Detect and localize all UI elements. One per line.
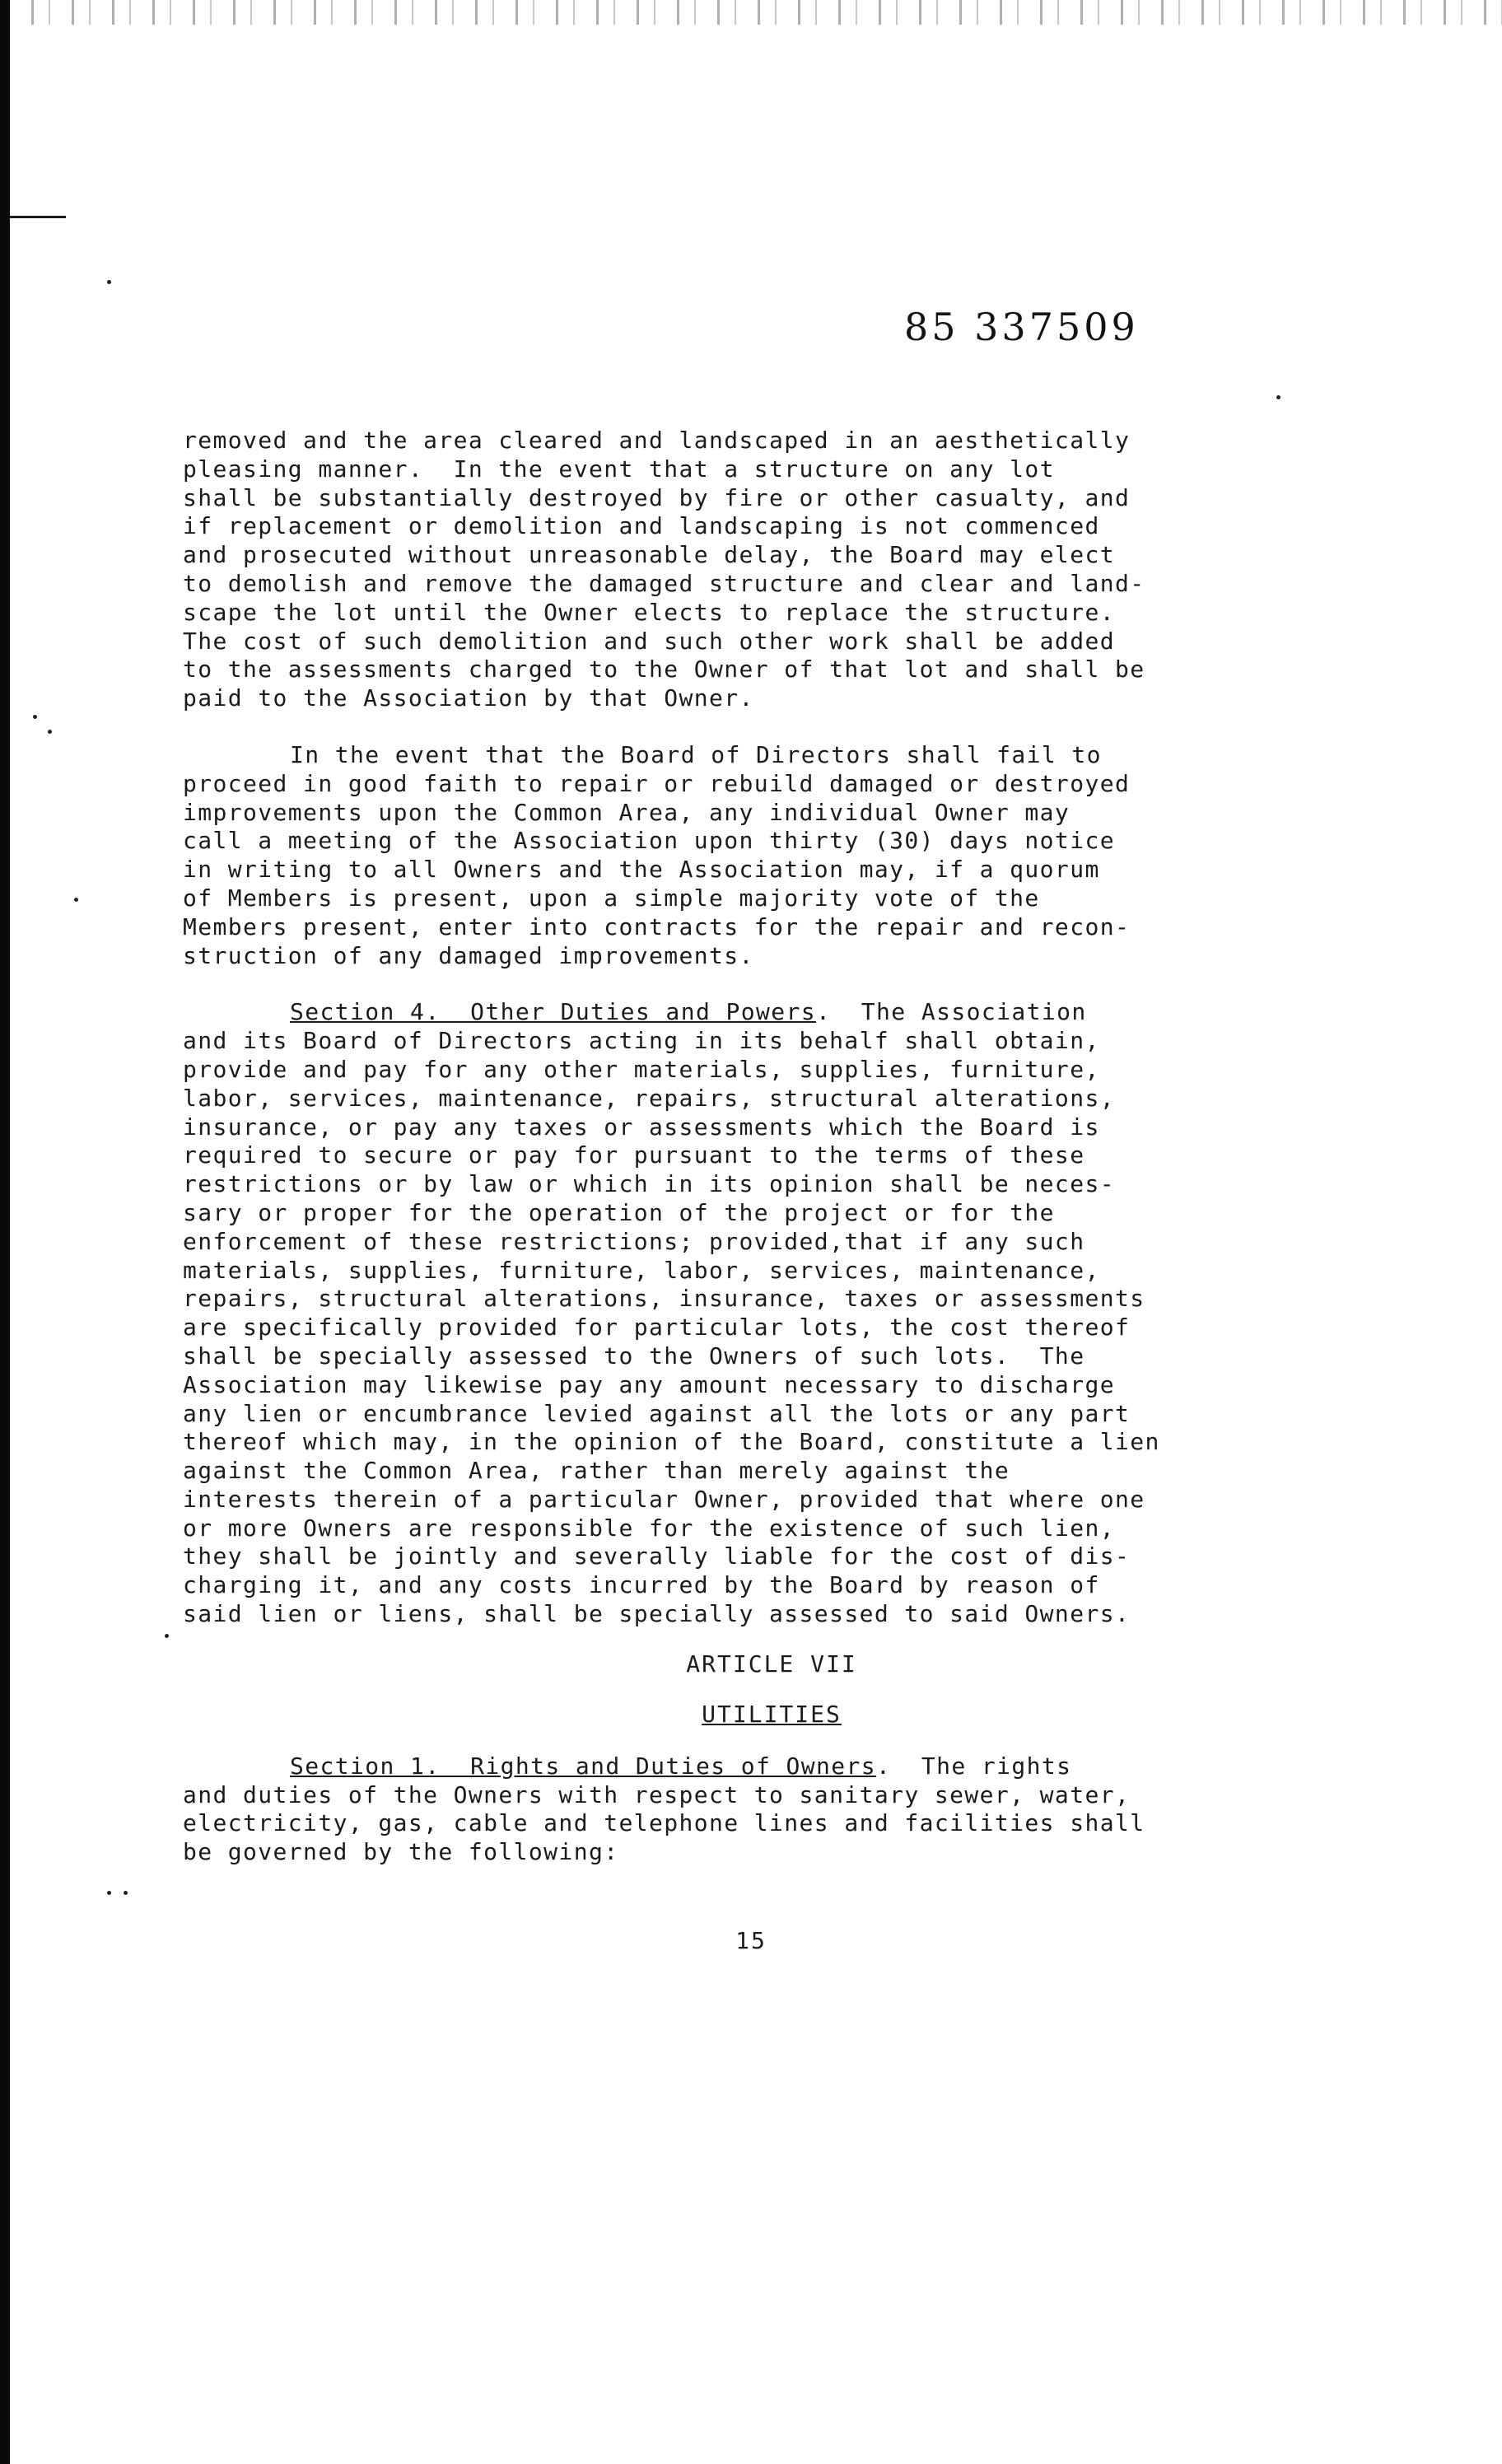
page-body <box>183 427 1360 1867</box>
text-line: of Members is present, upon a simple majority vote of the <box>183 884 1040 912</box>
text-line: any lien or encumbrance levied against all the lots or any part <box>183 1399 1131 1427</box>
paragraph-utilities-section-1 <box>183 1752 1360 1867</box>
scan-left-border <box>0 0 10 2464</box>
text-line: shall be substantially destroyed by fire or other casualty, and <box>183 483 1131 511</box>
scan-speck <box>107 1891 111 1895</box>
scan-edge-mark <box>10 216 66 218</box>
page-number: 15 <box>735 1927 767 1954</box>
text-line: and its Board of Directors acting in its behalf shall obtain, <box>183 1027 1100 1055</box>
text-line: pleasing manner. In the event that a structure on any lot <box>183 455 1055 483</box>
article-heading <box>183 1650 1360 1728</box>
text-line: . The Association <box>816 998 1087 1026</box>
paragraph-section-4 <box>183 998 1360 1629</box>
text-line: labor, services, maintenance, repairs, structural alterations, <box>183 1084 1115 1112</box>
text-line: if replacement or demolition and landscaping is not commenced <box>183 512 1100 540</box>
text-line: proceed in good faith to repair or rebuild damaged or destroyed <box>183 769 1131 797</box>
text-line: thereof which may, in the opinion of the Board, constitute a lien <box>183 1428 1160 1456</box>
text-line: or more Owners are responsible for the existence of such lien, <box>183 1514 1115 1542</box>
text-line: Association may likewise pay any amount necessary to discharge <box>183 1370 1115 1398</box>
scan-speck <box>33 715 37 719</box>
article-subject: UTILITIES <box>702 1700 842 1728</box>
text-line: and prosecuted without unreasonable delay, the Board may elect <box>183 541 1115 569</box>
text-line: said lien or liens, shall be specially assessed to said Owners. <box>183 1600 1131 1628</box>
text-line: electricity, gas, cable and telephone lines and facilities shall <box>183 1809 1145 1837</box>
text-line: insurance, or pay any taxes or assessments which the Board is <box>183 1113 1100 1141</box>
text-line: struction of any damaged improvements. <box>183 941 754 969</box>
scan-speck <box>48 730 52 734</box>
scan-speck <box>107 280 111 284</box>
text-line: to the assessments charged to the Owner of that lot and shall be <box>183 656 1145 684</box>
article-title: ARTICLE VII <box>686 1650 857 1678</box>
text-line: against the Common Area, rather than merely against the <box>183 1457 1010 1485</box>
text-line: repairs, structural alterations, insurance, taxes or assessments <box>183 1285 1145 1313</box>
text-line: interests therein of a particular Owner, provided that where one <box>183 1485 1145 1513</box>
text-line: they shall be jointly and severally liable for the cost of dis- <box>183 1542 1131 1570</box>
text-line: to demolish and remove the damaged structure and clear and land- <box>183 569 1145 597</box>
text-line: materials, supplies, furniture, labor, services, maintenance, <box>183 1256 1100 1284</box>
scan-speck <box>1276 395 1280 399</box>
text-line: Members present, enter into contracts for the repair and recon- <box>183 912 1131 940</box>
text-line: be governed by the following: <box>183 1838 619 1866</box>
text-line: call a meeting of the Association upon thirty (30) days notice <box>183 827 1115 855</box>
text-line: removed and the area cleared and landscaped in an aesthetically <box>183 427 1131 454</box>
text-line: . The rights <box>876 1752 1072 1780</box>
text-line: paid to the Association by that Owner. <box>183 684 754 712</box>
text-line: shall be specially assessed to the Owners of such lots. The <box>183 1342 1085 1370</box>
text-line: sary or proper for the operation of the project or for the <box>183 1198 1055 1226</box>
text-line: required to secure or pay for pursuant to the terms of these <box>183 1141 1085 1169</box>
text-line: in writing to all Owners and the Association may, if a quorum <box>183 856 1100 884</box>
text-line: charging it, and any costs incurred by the Board by reason of <box>183 1571 1100 1599</box>
text-line: restrictions or by law or which in its opinion shall be neces- <box>183 1170 1115 1198</box>
text-line: and duties of the Owners with respect to sanitary sewer, water, <box>183 1780 1131 1808</box>
text-line: In the event that the Board of Directors shall fail to <box>290 740 1102 768</box>
scan-speck <box>124 1891 128 1895</box>
text-line: are specifically provided for particular lots, the cost thereof <box>183 1314 1131 1342</box>
section-heading: Section 1. Rights and Duties of Owners <box>290 1752 877 1780</box>
text-line: provide and pay for any other materials, supplies, furniture, <box>183 1055 1100 1083</box>
paragraph-board-failure <box>183 741 1360 970</box>
scan-speck <box>74 898 78 902</box>
text-line: enforcement of these restrictions; provided,that if any such <box>183 1227 1085 1255</box>
scan-speck <box>165 1634 169 1638</box>
text-line: The cost of such demolition and such other work shall be added <box>183 627 1115 655</box>
section-heading: Section 4. Other Duties and Powers <box>290 998 817 1026</box>
text-line: improvements upon the Common Area, any individual Owner may <box>183 798 1071 826</box>
document-number: 85 337509 <box>904 305 1139 349</box>
paragraph-restoration <box>183 427 1360 713</box>
scan-top-noise <box>10 0 1502 25</box>
text-line: scape the lot until the Owner elects to replace the structure. <box>183 598 1115 626</box>
